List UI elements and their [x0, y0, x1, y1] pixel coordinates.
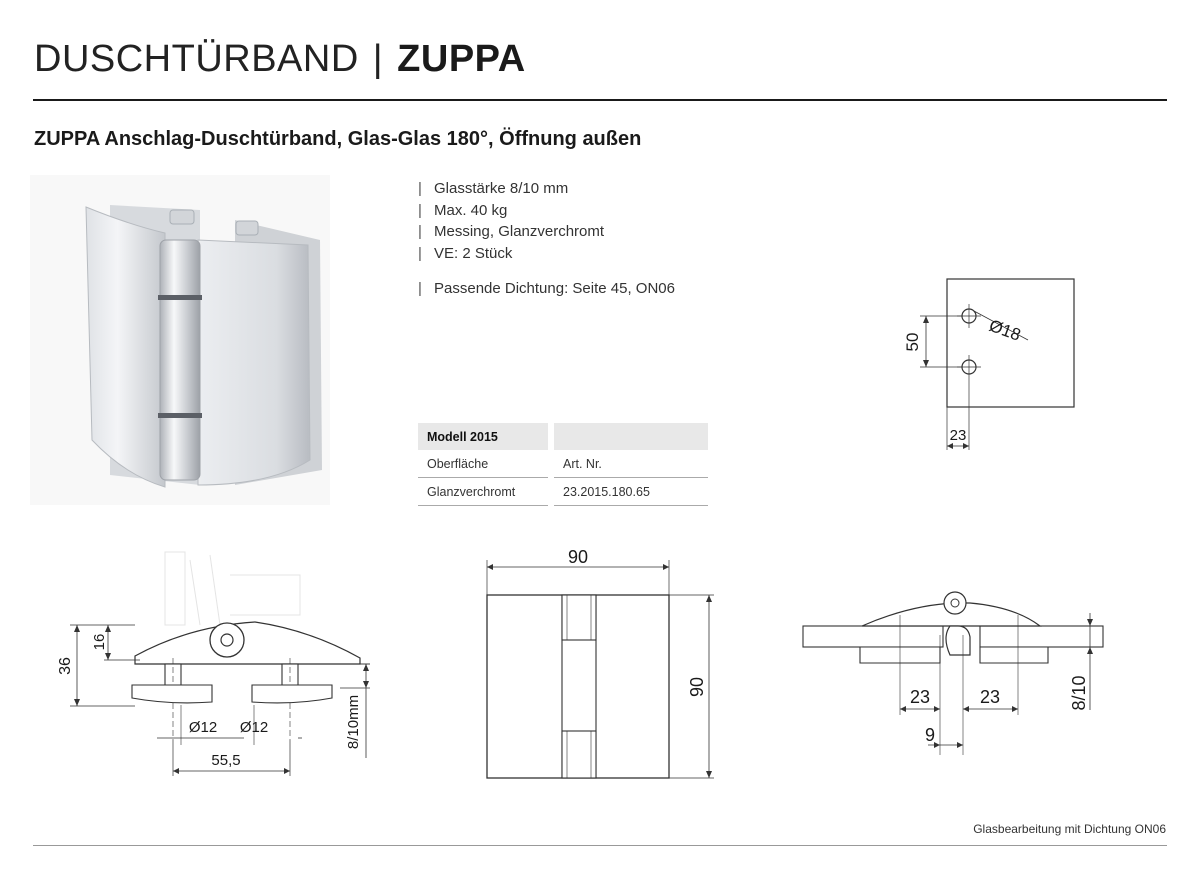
- plate-dim-offset: 23: [949, 427, 967, 444]
- side-dim-55-5: 55,5: [211, 752, 241, 769]
- side-dim-diameter-right: Ø12: [239, 719, 269, 736]
- table-cell: 23.2015.180.65: [551, 478, 708, 506]
- side-dim-36: 36: [57, 657, 74, 675]
- table-row: [418, 450, 708, 478]
- table-row: [418, 478, 708, 506]
- side-dim-glass: 8/10mm: [345, 694, 362, 750]
- table-header-cell: Modell 2015: [418, 423, 551, 450]
- top-dim-glass: 8/10: [1069, 675, 1089, 711]
- product-photo: [70, 185, 340, 505]
- spec-item: [418, 178, 675, 200]
- spec-bar: |: [418, 201, 422, 219]
- side-dim-diameter-left: Ø12: [188, 719, 218, 736]
- spec-bar: |: [418, 180, 422, 197]
- side-dim-16: 16: [91, 633, 108, 651]
- table-cell: Oberfläche: [418, 450, 551, 478]
- spec-item: [418, 200, 675, 222]
- spec-text: Passende Dichtung: Seite 45, ON06: [434, 280, 675, 297]
- model-table: [418, 423, 708, 506]
- spec-item: [418, 221, 675, 243]
- spec-text: VE: 2 Stück: [434, 244, 513, 262]
- spec-text: Max. 40 kg: [434, 201, 508, 219]
- spec-bar: |: [418, 223, 422, 240]
- header-rule: [33, 99, 1167, 101]
- header-title-light: DUSCHTÜRBAND: [34, 38, 359, 80]
- header-separator: |: [372, 38, 384, 80]
- plate-dim-hole: Ø18: [986, 315, 1024, 345]
- header-title-bold: ZUPPA: [397, 38, 526, 80]
- side-section-drawing: [40, 540, 380, 790]
- top-dim-right: 23: [979, 687, 1001, 707]
- front-dim-height: 90: [687, 676, 707, 698]
- spec-item: [418, 243, 675, 265]
- top-view-drawing: [800, 575, 1120, 765]
- table-header-cell: [551, 423, 708, 450]
- page-header: [34, 38, 526, 81]
- footnote: Glasbearbeitung mit Dichtung ON06: [973, 822, 1166, 836]
- spec-bar: |: [418, 280, 422, 297]
- table-cell: Art. Nr.: [551, 450, 708, 478]
- footer-rule: [33, 845, 1167, 846]
- spec-bar: |: [418, 244, 422, 262]
- spec-list: [418, 178, 675, 300]
- table-header-row: [418, 423, 708, 450]
- plate-drawing: [880, 270, 1100, 460]
- product-subtitle: ZUPPA Anschlag-Duschtürband, Glas-Glas 180°, Öffnung außen: [34, 128, 642, 150]
- top-dim-left: 23: [909, 687, 931, 707]
- table-cell: Glanzverchromt: [418, 478, 551, 506]
- front-dim-width: 90: [567, 547, 589, 567]
- plate-dim-height: 50: [903, 332, 922, 352]
- spec-text: Glasstärke 8/10 mm: [434, 180, 569, 197]
- spec-text: Messing, Glanzverchromt: [434, 223, 605, 240]
- spec-item-seal: [418, 278, 675, 300]
- top-dim-gap: 9: [924, 725, 936, 745]
- front-view-drawing: [470, 545, 730, 785]
